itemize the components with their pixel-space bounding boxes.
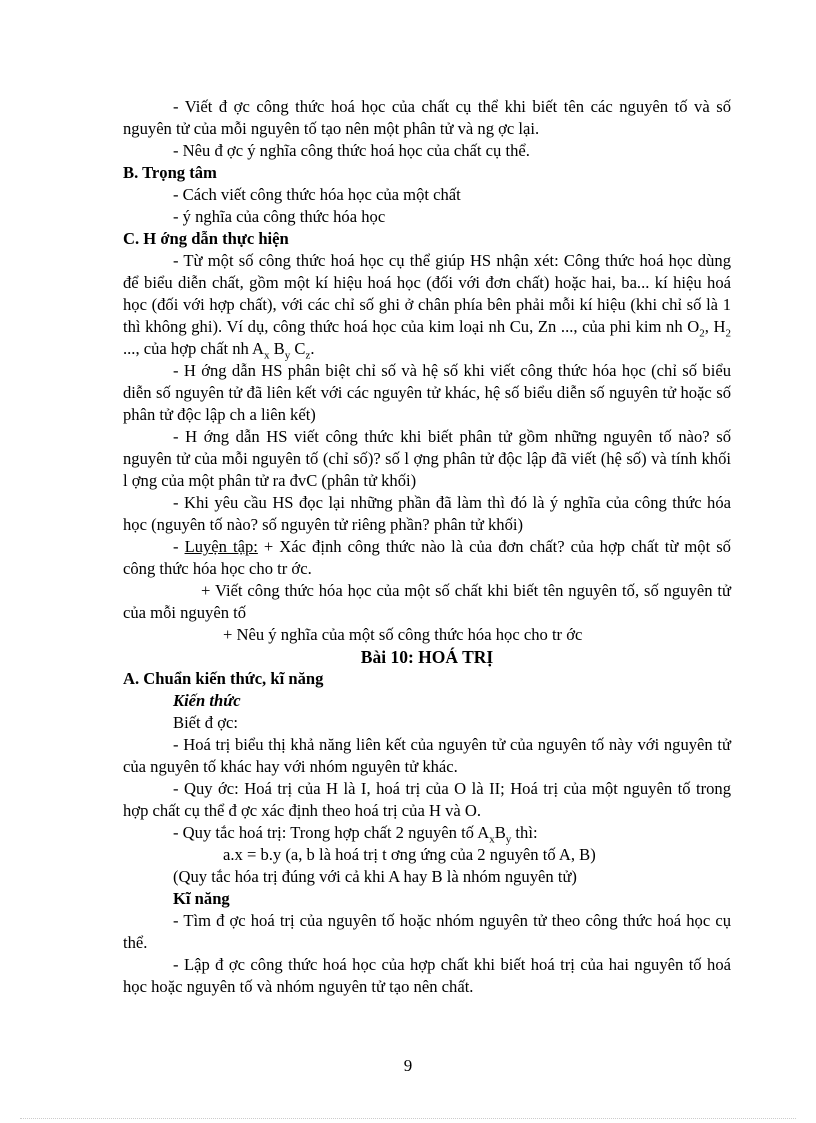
guidance-paragraph-3: - H ớng dẫn HS viết công thức khi biết phân tử gồm những nguyên tố nào? số nguyên tử của mỗi nguyên tố (chỉ số)? số l ợng phân tử độc lập đã viết (hệ số) và tính khối l ợng của một phân tử ra đvC (phân tử khối) (123, 427, 731, 490)
focus-item-2: - ý nghĩa của công thức hóa học (173, 207, 386, 226)
page-bottom-border (20, 1118, 796, 1119)
practice-item-meaning: + Nêu ý nghĩa của một số công thức hóa học cho tr ớc (223, 625, 583, 644)
skill-item-1: - Tìm đ ợc hoá trị của nguyên tố hoặc nhóm nguyên tử theo công thức hoá học cụ thể. (123, 911, 731, 952)
subheading-skills: Kĩ năng (173, 889, 230, 908)
heading-focus: B. Trọng tâm (123, 163, 217, 182)
page-number: 9 (403, 1056, 413, 1075)
document-body (123, 96, 731, 998)
valence-equation: a.x = b.y (a, b là hoá trị t ơng ứng của 2 nguyên tố A, B) (223, 845, 596, 864)
lesson-title: Bài 10: HOÁ TRỊ (360, 647, 494, 667)
practice-label: Luyện tập: (184, 537, 258, 556)
know-intro: Biết đ ợc: (173, 713, 238, 732)
knowledge-item-2: - Quy ớc: Hoá trị của H là I, hoá trị của O là II; Hoá trị của một nguyên tố trong hợp chất cụ thể đ ợc xác định theo hoá trị của H và O. (123, 779, 731, 820)
heading-standards: A. Chuẩn kiến thức, kĩ năng (123, 669, 324, 688)
guidance-paragraph-2: - H ớng dẫn HS phân biệt chỉ số và hệ số khi viết công thức hóa học (chỉ số biểu diễn số nguyên tử đã liên kết với các nguyên tử khác, hệ số biểu diễn số nguyên tử hoặc số phân tử độc lập ch a liên kết) (123, 361, 731, 424)
valence-note: (Quy tắc hóa trị đúng với cả khi A hay B là nhóm nguyên tử) (173, 867, 577, 886)
heading-guidance: C. H ớng dẫn thực hiện (123, 229, 289, 248)
guidance-paragraph-4: - Khi yêu cầu HS đọc lại những phần đã làm thì đó là ý nghĩa của công thức hóa học (nguyên tố nào? số nguyên tử riêng phần? phân tử khối) (123, 493, 731, 534)
paragraph-meaning-formula: - Nêu đ ợc ý nghĩa công thức hoá học của chất cụ thể. (173, 141, 530, 160)
knowledge-item-3: - Quy tắc hoá trị: Trong hợp chất 2 nguyên tố $A_xB_y$ thì: (173, 823, 538, 846)
subheading-knowledge: Kiến thức (173, 691, 241, 710)
guidance-paragraph-1: - Từ một số công thức hoá học cụ thể giúp HS nhận xét: Công thức hoá học dùng để biểu diễn chất, gồm một kí hiệu hoá học (đối với đơn chất) hoặc hai, ba... kí hiệu hoá học (đối với hợp chất), với các chỉ số ghi ở chân phía bên phải mỗi kí hiệu (khi chỉ số là 1 thì không ghi). Ví dụ, công thức hoá học của kim loại nh Cu, Zn ..., của phi kim nh $O_2$, $H_2$ ..., của hợp chất nh $A_x$ $B_y$ $C_z$. (123, 251, 732, 362)
skill-item-2: - Lập đ ợc công thức hoá học của hợp chất khi biết hoá trị của hai nguyên tố hoá học hoặc nguyên tố và nhóm nguyên tử tạo nên chất. (123, 955, 731, 996)
guidance-practice: - Luyện tập: + Xác định công thức nào là của đơn chất? của hợp chất từ một số công thức hóa học cho tr ớc. (123, 537, 731, 578)
knowledge-item-1: - Hoá trị biểu thị khả năng liên kết của nguyên tử của nguyên tố này với nguyên tử của nguyên tố khác hay với nhóm nguyên tử khác. (123, 735, 731, 776)
focus-item-1: - Cách viết công thức hóa học của một chất (173, 185, 461, 204)
paragraph-write-formula: - Viết đ ợc công thức hoá học của chất cụ thể khi biết tên các nguyên tố và số nguyên tử của mỗi nguyên tố tạo nên một phân tử và ng ợc lại. (123, 97, 731, 138)
practice-item-write: + Viết công thức hóa học của một số chất khi biết tên nguyên tố, số nguyên tử của mỗi nguyên tố (123, 581, 731, 622)
